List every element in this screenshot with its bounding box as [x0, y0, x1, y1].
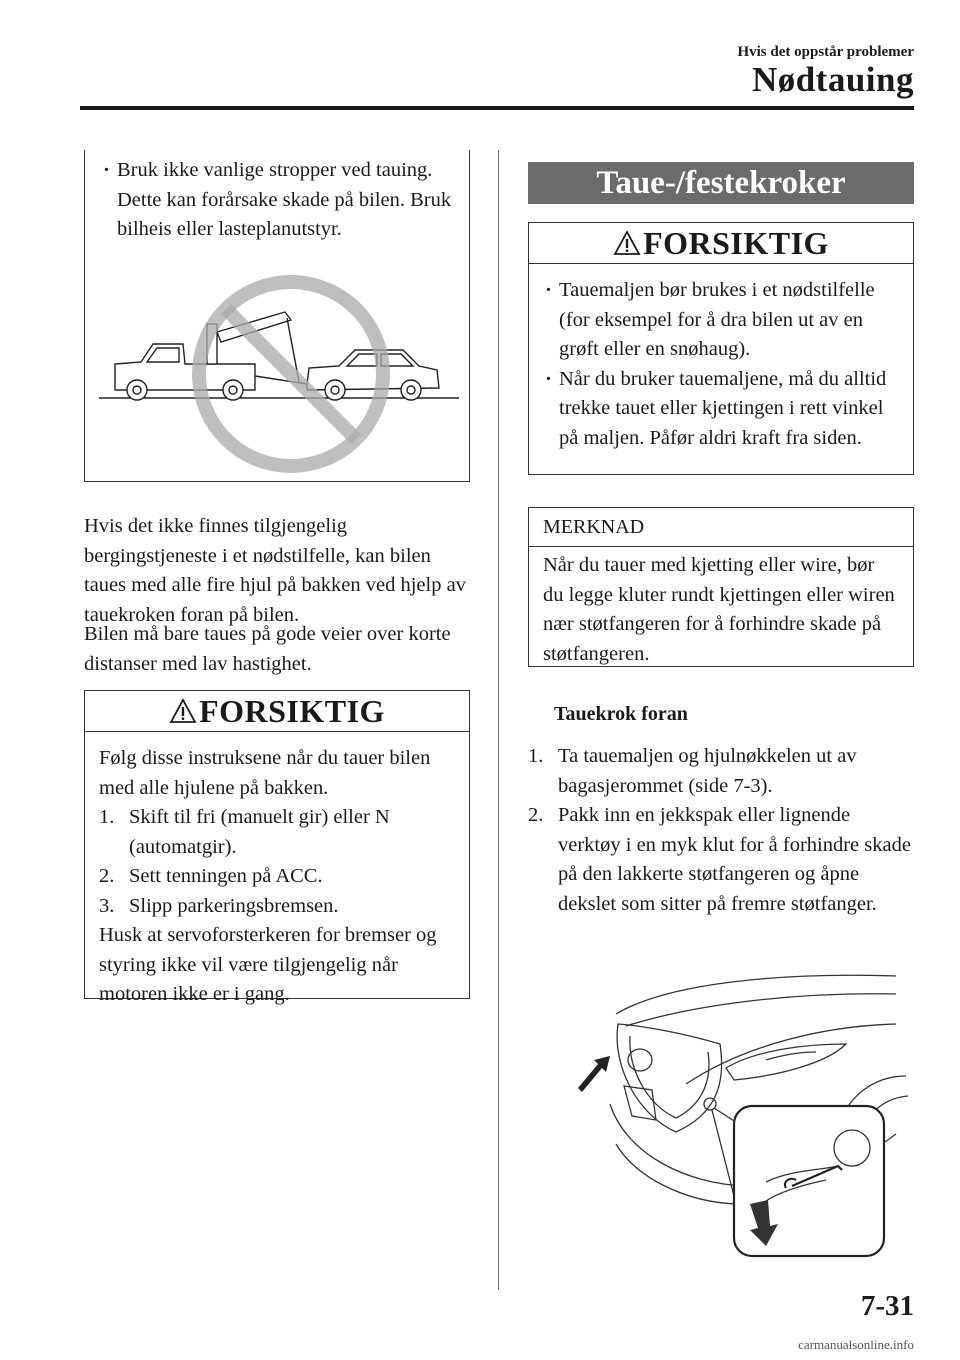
caution-step-text: Slipp parkeringsbremsen.	[129, 894, 339, 917]
note-title: MERKNAD	[529, 508, 913, 547]
caution-box-left-header	[85, 691, 469, 732]
caution-step-text: Sett tenningen på ACC.	[129, 865, 323, 887]
step-text: Ta tauemaljen og hjulnøkkelen ut av bagasjerommet (side 7-3).	[558, 745, 857, 797]
tow-warning-box	[84, 150, 470, 482]
front-bumper-illustration	[576, 964, 916, 1264]
caution-step-text: Skift til fri (manuelt gir) eller N (automatgir).	[129, 806, 390, 858]
step-text: Pakk inn en jekkspak eller lignende verktøy i en myk klut for å forhindre skade på den lakkerte støtfangeren og åpne dekslet som sitter på fremre støtfanger.	[558, 804, 911, 915]
watermark: carmanualsonline.info	[798, 1337, 914, 1352]
header-rule	[80, 106, 914, 110]
note-box	[528, 507, 914, 667]
section-title: Taue-/festekroker	[528, 162, 914, 204]
step-item	[528, 742, 916, 801]
column-divider	[498, 150, 499, 1290]
caution-step	[99, 803, 455, 862]
caution-bullet: · Når du bruker tauemaljene, må du alltid trekke tauet eller kjettingen i rett vinkel på maljen. Påfør aldri kraft fra siden.	[543, 365, 899, 454]
pointer-arrow-icon	[578, 1056, 610, 1092]
intro-paragraph: Hvis det ikke finnes tilgjengelig bergingstjeneste i et nødstilfelle, kan bilen taues med alle fire hjul på bakken ved hjelp av tauekroken foran på bilen.	[84, 515, 466, 626]
caution-body-left	[85, 732, 469, 1020]
caution-box-right	[528, 222, 914, 475]
caution-outro: Husk at servoforsterkeren for bremser og styring ikke vil være tilgjengelig når motoren ikke er i gang.	[99, 924, 437, 1005]
warning-triangle-icon	[169, 698, 197, 724]
warning-triangle-icon	[613, 230, 641, 256]
intro-paragraph-2: Bilen må bare taues på gode veier over korte distanser med lav hastighet.	[84, 623, 451, 675]
note-text: Når du tauer med kjetting eller wire, bør du legge kluter rundt kjettingen eller wiren nær støtfangeren for å forhindre skade på støtfangeren.	[543, 554, 895, 665]
caution-intro: Følg disse instruksene når du tauer bilen med alle hjulene på bakken.	[99, 747, 431, 799]
subheading: Tauekrok foran	[554, 703, 688, 725]
caution-box-right-header	[529, 223, 913, 264]
tow-warning-text: Bruk ikke vanlige stropper ved tauing. Dette kan forårsake skade på bilen. Bruk bilheis eller lasteplanutstyr.	[117, 159, 452, 240]
step-number: 1.	[528, 745, 544, 767]
caution-step-number: 2.	[99, 865, 115, 887]
towed-car-icon	[307, 350, 439, 400]
caution-title-right: FORSIKTIG	[643, 224, 829, 261]
step-item	[528, 801, 916, 919]
caution-box-left	[84, 690, 470, 1005]
header-subtitle: Hvis det oppstår problemer	[737, 44, 914, 60]
page-title: Nødtauing	[751, 60, 914, 99]
no-flatbed-tow-illustration	[85, 272, 469, 477]
step-number: 2.	[528, 804, 544, 826]
caution-bullet: · Tauemaljen bør brukes i et nødstilfelle (for eksempel for å dra bilen ut av en grøft eller en snøhaug).	[543, 276, 899, 365]
steps-list	[528, 742, 916, 919]
detail-inset	[734, 1106, 884, 1256]
page-number: 7-31	[860, 1290, 914, 1322]
caution-step	[99, 892, 455, 922]
caution-body-right	[529, 264, 913, 463]
caution-step-number: 3.	[99, 894, 115, 917]
caution-step	[99, 862, 455, 892]
caution-step-number: 1.	[99, 806, 115, 828]
caution-title-left: FORSIKTIG	[199, 692, 385, 729]
tow-warning-bullet	[101, 156, 469, 245]
